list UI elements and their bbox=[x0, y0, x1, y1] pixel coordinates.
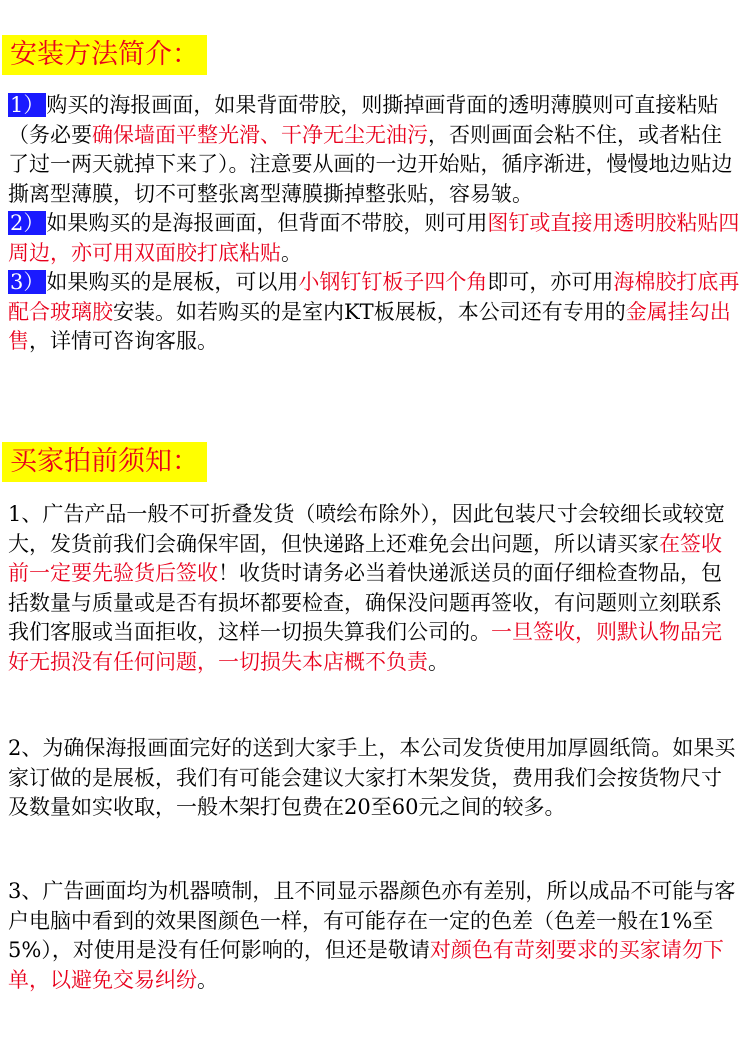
installation-item-2: 2）如果购买的是海报画面，但背面不带胶，则可用图钉或直接用透明胶粘贴四周边，亦可用双面胶打底粘贴。 bbox=[8, 211, 740, 265]
notice-paragraph-2: 2、为确保海报画面完好的送到大家手上，本公司发货使用加厚圆纸筒。如果买家订做的是展板，我们有可能会建议大家打木架发货，费用我们会按货物尺寸及数量如实收取，一般木架打包费在20至60元之间的较多。 bbox=[8, 736, 736, 819]
item-number-badge: 1） bbox=[10, 93, 45, 117]
installation-item-3: 3）如果购买的是展板，可以用小钢钉钉板子四个角即可，亦可用海棉胶打底再配合玻璃胶安装。如若购买的是室内KT板展板，本公司还有专用的金属挂勾出售，详情可咨询客服。 bbox=[8, 270, 740, 353]
item-number-badge: 2） bbox=[10, 211, 45, 235]
notice-paragraph-3: 3、广告画面均为机器喷制，且不同显示器颜色亦有差别，所以成品不可能与客户电脑中看到的效果图颜色一样，有可能存在一定的色差（色差一般在1%至5%），对使用是没有任何影响的，但还是敬请对颜色有苛刻要求的买家请勿下单，以避免交易纠纷。 bbox=[8, 879, 736, 992]
section-heading-installation: 安装方法简介： bbox=[2, 35, 207, 75]
highlight-text: 一旦签收，则默认物品完好无损没有任何问题，一切损失本店概不负责 bbox=[8, 620, 722, 674]
highlight-text: 图钉或直接用透明胶粘贴四周边，亦可用双面胶打底粘贴 bbox=[8, 211, 740, 265]
highlight-text: 在签收前一定要先验货后签收 bbox=[8, 531, 722, 585]
notice-paragraph-1: 1、广告产品一般不可折叠发货（喷绘布除外），因此包装尺寸会较细长或较宽大，发货前我们会确保牢固，但快递路上还难免会出问题，所以请买家在签收前一定要先验货后签收！收货时请务必当着快递派送员的面仔细检查物品，包括数量与质量或是否有损坏都要检查，确保没问题再签收，有问题则立刻联系我们客服或当面拒收，这样一切损失算我们公司的。一旦签收，则默认物品完好无损没有任何问题，一切损失本店概不负责。 bbox=[8, 502, 725, 674]
installation-item-1: 1）购买的海报画面，如果背面带胶，则撕掉画背面的透明薄膜则可直接粘贴（务必要确保墙面平整光滑、干净无尘无油污，否则画面会粘不住，或者粘住了过一两天就掉下来了）。注意要从画的一边开始贴，循序渐进，慢慢地边贴边撕离型薄膜，切不可整张离型薄膜撕掉整张贴，容易皱。 bbox=[8, 93, 733, 206]
section-heading-buyer-notice: 买家拍前须知： bbox=[2, 442, 207, 482]
highlight-text: 对颜色有苛刻要求的买家请勿下单，以避免交易纠纷 bbox=[8, 938, 724, 992]
highlight-text: 金属挂勾出售 bbox=[8, 299, 731, 353]
installation-section bbox=[8, 91, 742, 357]
item-number-badge: 3） bbox=[10, 270, 45, 294]
highlight-text: 确保墙面平整光滑、干净无尘无油污 bbox=[92, 122, 428, 147]
highlight-text: 小钢钉钉板子四个角 bbox=[298, 270, 488, 294]
highlight-text: 海棉胶打底再配合玻璃胶 bbox=[8, 270, 740, 324]
